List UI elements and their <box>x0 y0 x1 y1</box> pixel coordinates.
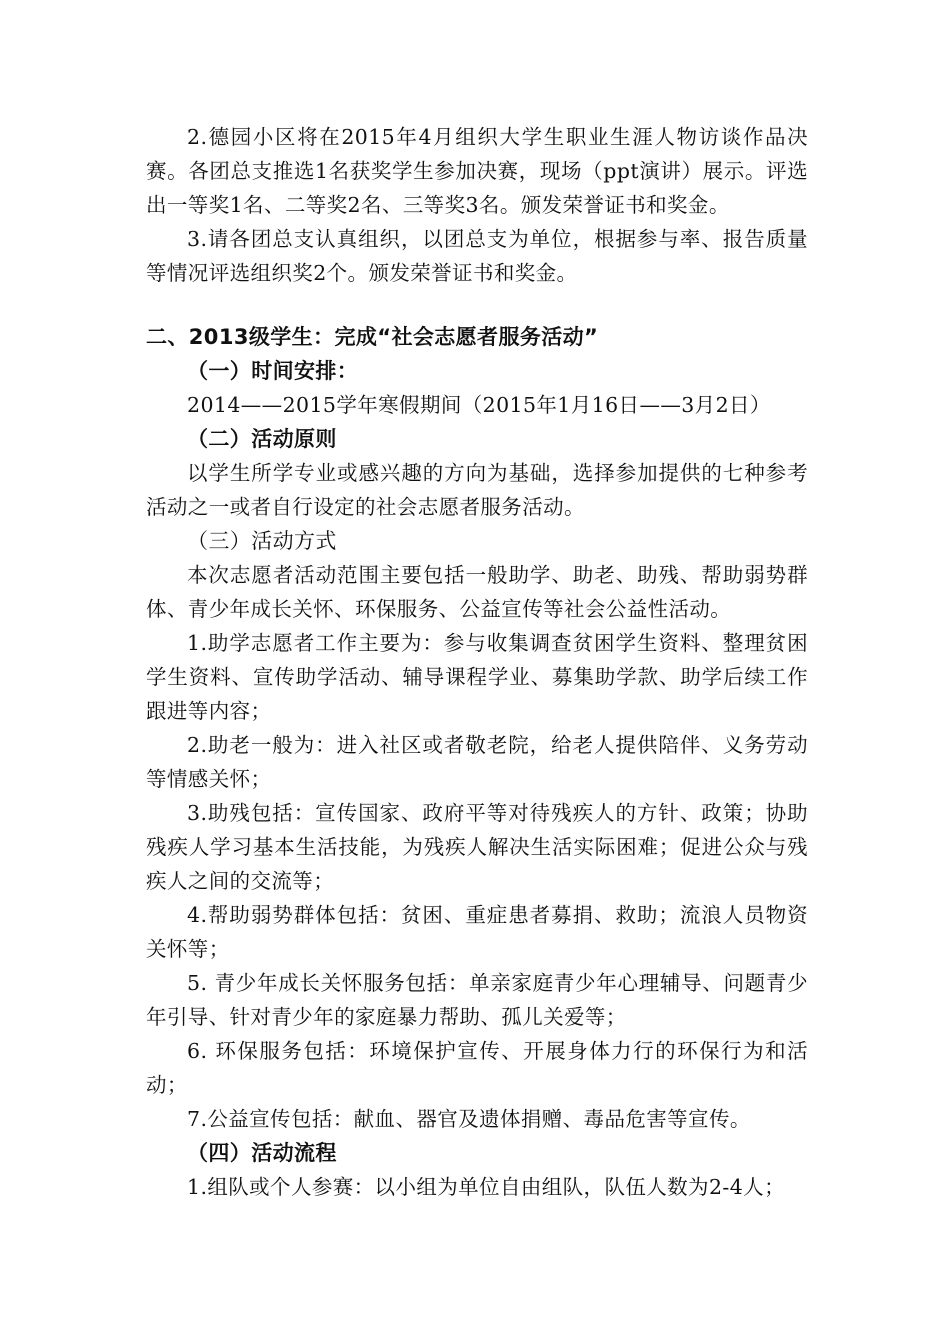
method-item-2: 2.助老一般为：进入社区或者敬老院，给老人提供陪伴、义务劳动等情感关怀； <box>146 733 808 791</box>
method-intro: 本次志愿者活动范围主要包括一般助学、助老、助残、帮助弱势群体、青少年成长关怀、环保服务、公益宣传等社会公益性活动。 <box>146 563 808 621</box>
method-item-5: 5. 青少年成长关怀服务包括：单亲家庭青少年心理辅导、问题青少年引导、针对青少年的家庭暴力帮助、孤儿关爱等； <box>146 971 808 1029</box>
method-item-6: 6. 环保服务包括：环境保护宣传、开展身体力行的环保行为和活动； <box>146 1039 808 1097</box>
process-item-1: 1.组队或个人参赛：以小组为单位自由组队，队伍人数为2-4人； <box>187 1175 785 1199</box>
method-item-4: 4.帮助弱势群体包括：贫困、重症患者募捐、救助；流浪人员物资关怀等； <box>146 903 808 961</box>
method-item-3: 3.助残包括：宣传国家、政府平等对待残疾人的方针、政策；协助残疾人学习基本生活技能，为残疾人解决生活实际困难；促进公众与残疾人之间的交流等； <box>146 801 808 893</box>
document-body <box>146 120 808 1204</box>
process-heading: （四）活动流程 <box>187 1141 337 1165</box>
paragraph-organization-award: 3.请各团总支认真组织，以团总支为单位，根据参与率、报告质量等情况评选组织奖2个。颁发荣誉证书和奖金。 <box>146 227 808 285</box>
paragraph-award-final: 2.德园小区将在2015年4月组织大学生职业生涯人物访谈作品决赛。各团总支推选1名获奖学生参加决赛，现场（ppt演讲）展示。评选出一等奖1名、二等奖2名、三等奖3名。颁发荣誉证书和奖金。 <box>146 125 808 217</box>
principle-heading: （二）活动原则 <box>187 427 337 451</box>
method-item-1: 1.助学志愿者工作主要为：参与收集调查贫困学生资料、整理贫困学生资料、宣传助学活动、辅导课程学业、募集助学款、助学后续工作跟进等内容； <box>146 631 808 723</box>
time-heading: （一）时间安排： <box>187 359 359 383</box>
method-heading: （三）活动方式 <box>187 529 337 553</box>
principle-text: 以学生所学专业或感兴趣的方向为基础，选择参加提供的七种参考活动之一或者自行设定的社会志愿者服务活动。 <box>146 461 808 519</box>
time-text: 2014——2015学年寒假期间（2015年1月16日——3月2日） <box>187 393 771 417</box>
section-gap <box>146 290 808 320</box>
method-item-7: 7.公益宣传包括：献血、器官及遗体捐赠、毒品危害等宣传。 <box>187 1107 751 1131</box>
section-2-title: 二、2013级学生：完成“社会志愿者服务活动” <box>146 325 599 349</box>
